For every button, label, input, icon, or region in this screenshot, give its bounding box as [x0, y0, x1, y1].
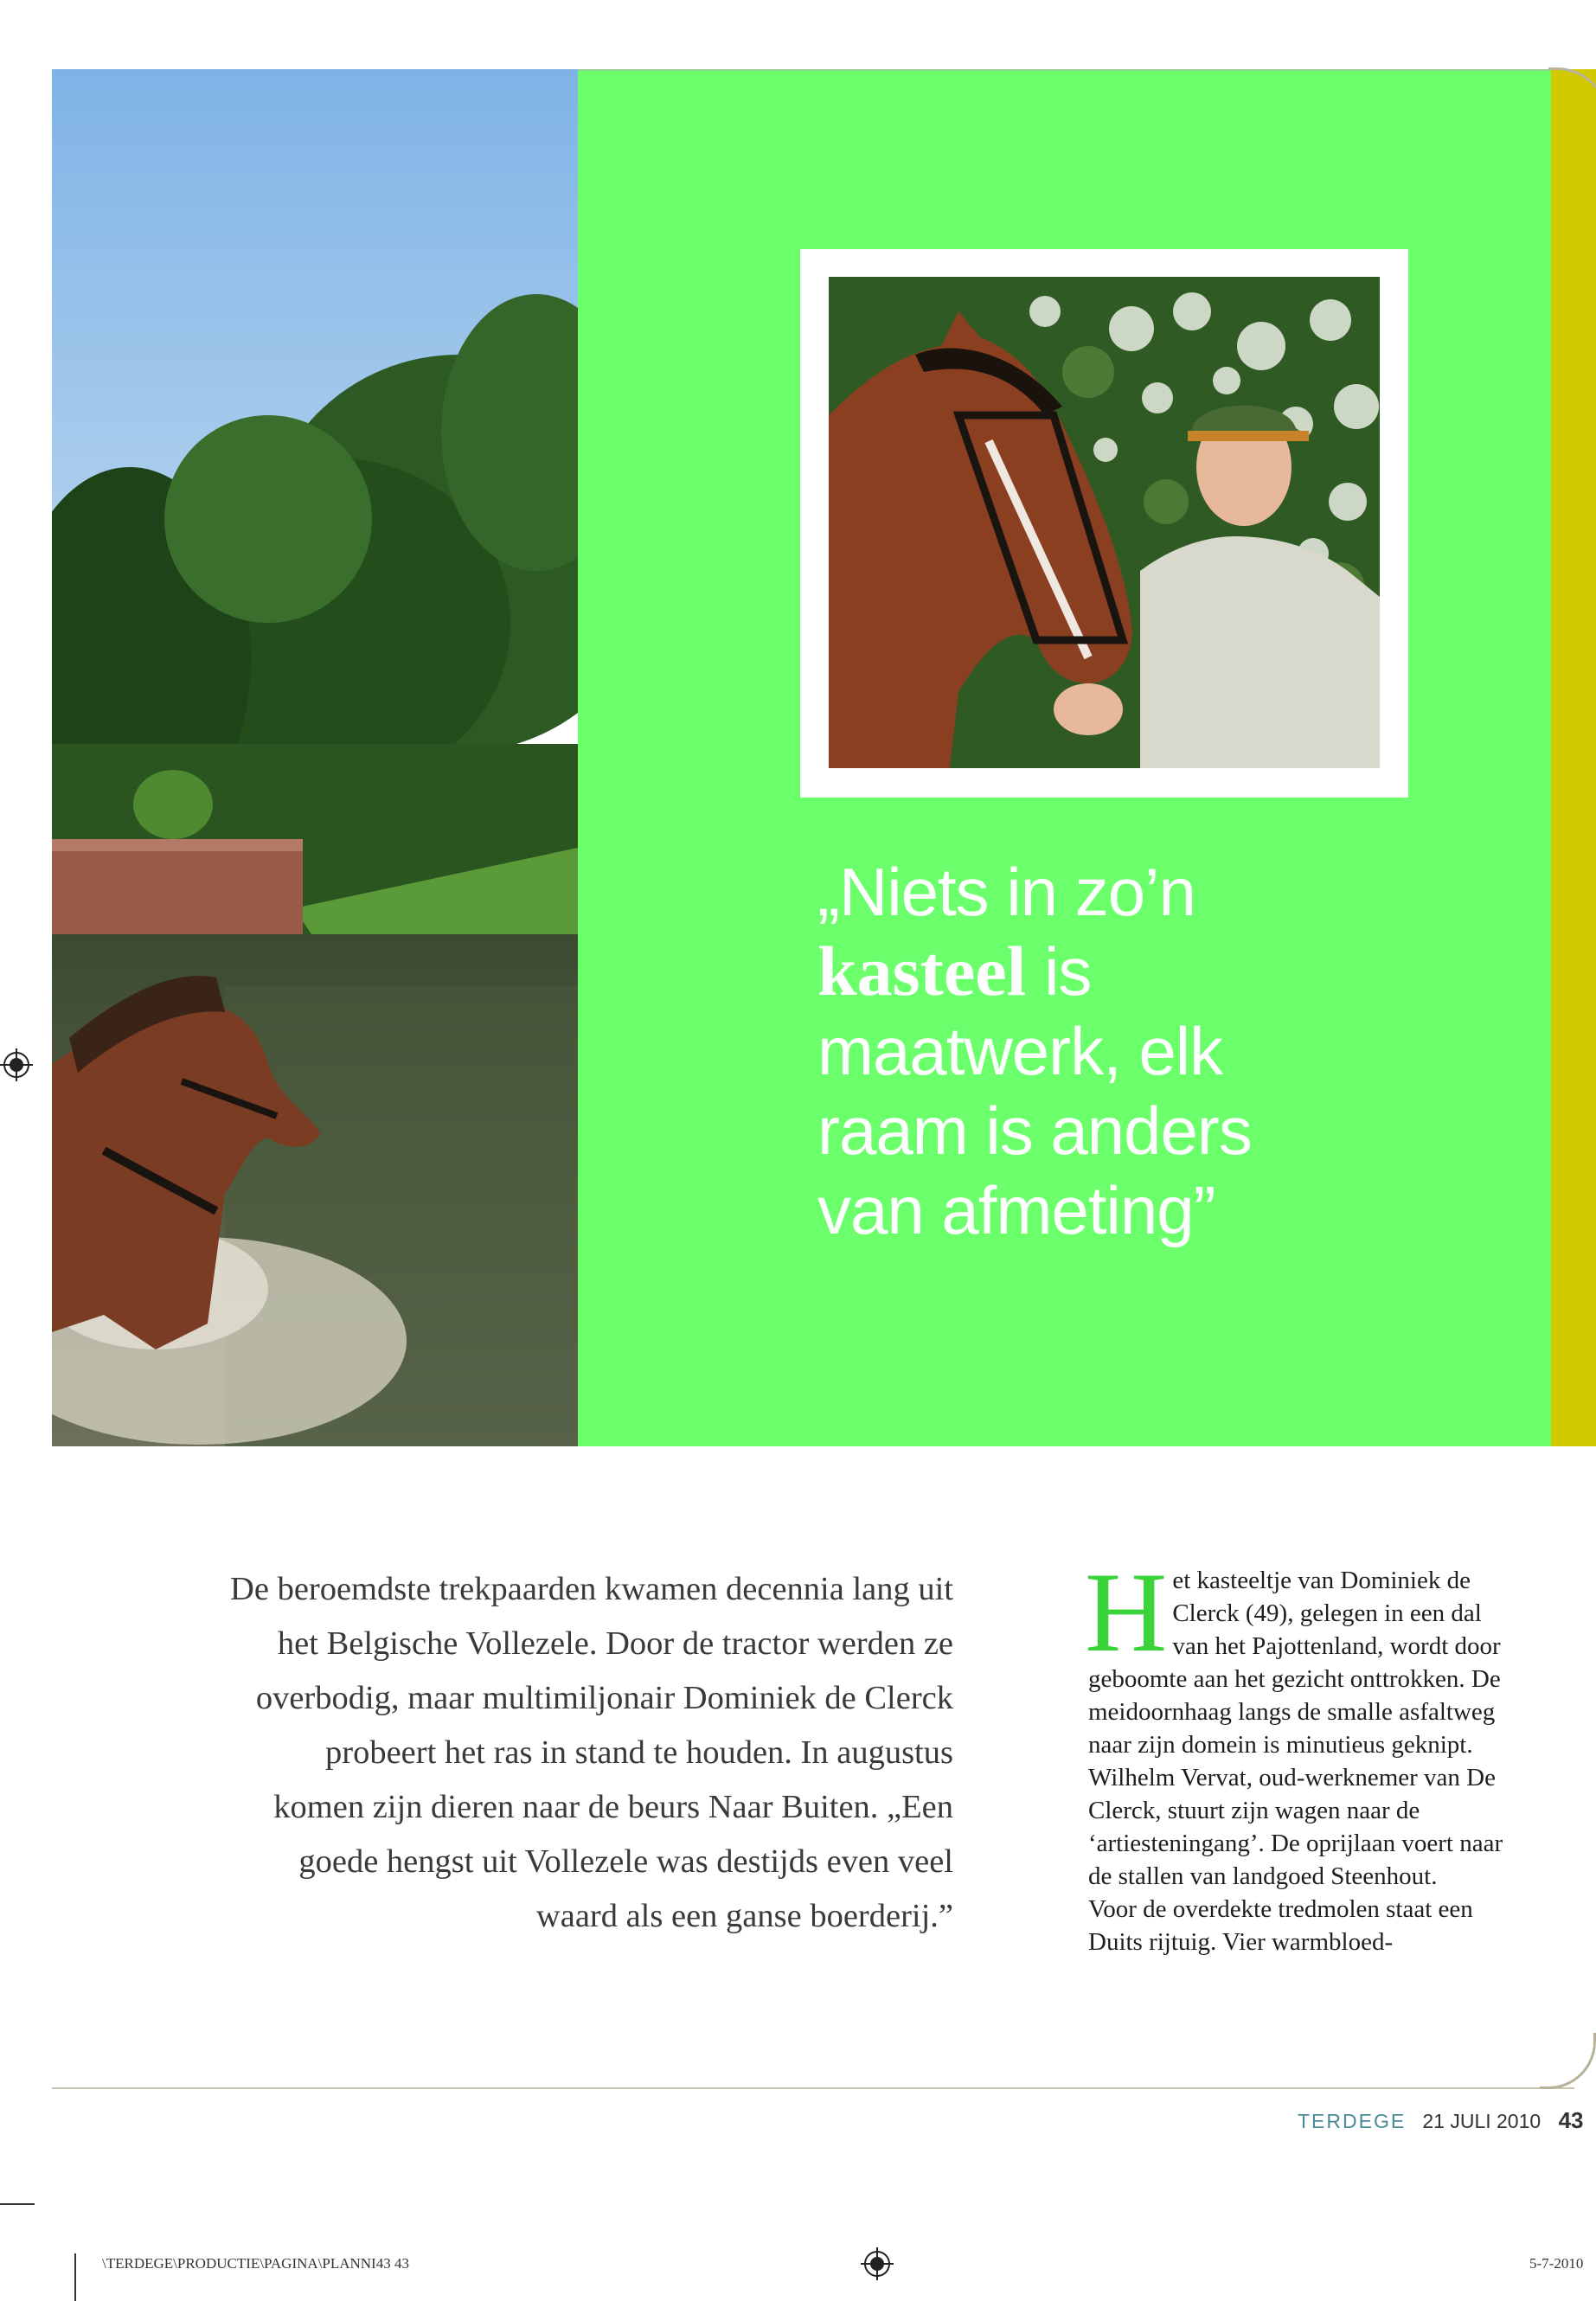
panel-top-rule [578, 69, 1551, 71]
hero-photo-horse-in-moat [52, 69, 578, 1446]
page-corner-arc-bottom [1540, 2033, 1596, 2089]
pull-quote-line-4: raam is anders [817, 1093, 1252, 1169]
crop-mark-left [0, 2203, 35, 2205]
registration-mark-icon [0, 1048, 33, 1081]
yellow-edge-strip [1551, 69, 1596, 1446]
crop-mark-bottom [74, 2253, 76, 2301]
pull-quote-line-3: maatwerk, elk [817, 1013, 1223, 1089]
drop-cap: H [1085, 1548, 1168, 1676]
pull-quote-line-5: van afmeting” [817, 1172, 1215, 1248]
pull-quote-line-2 [817, 932, 1302, 1011]
magazine-brand: TERDEGE [1298, 2110, 1407, 2132]
footer-rule [52, 2087, 1574, 2089]
folio [1298, 2107, 1596, 2134]
pull-quote-line-1: „Niets in zo’n [817, 854, 1195, 930]
pull-quote [817, 852, 1302, 1250]
registration-mark-bottom-icon [861, 2247, 894, 2280]
page-number: 43 [1558, 2107, 1584, 2133]
body-paragraph-1: et kasteeltje van Dominiek de Clerck (49), gelegen in een dal van het Pajottenland, wordt door geboomte aan het gezicht onttrokken. De meidoornhaag langs de smalle asfaltweg naar zijn domein is minutieus geknipt. Wilhelm Vervat, oud-werknemer van De Clerck, stuurt zijn wagen naar de ‘artiesteningang’. De oprijlaan voert naar de stallen van landgoed Steenhout. [1088, 1567, 1503, 1890]
body-paragraph-2: Voor de overdekte tredmolen staat een Duits rijtuig. Vier warmbloed- [1088, 1895, 1473, 1956]
inset-photo-man-with-horse [829, 277, 1380, 768]
pull-quote-bold-word: kasteel [817, 932, 1027, 1010]
print-slug-path: \TERDEGE\PRODUCTIE\PAGINA\PLANNI43 43 [102, 2255, 409, 2272]
article-body-column [1085, 1548, 1503, 1958]
issue-date: 21 JULI 2010 [1422, 2110, 1542, 2132]
intro-paragraph: De beroemdste trekpaarden kwamen decennia lang uit het Belgische Vollezele. Door de tractor werden ze overbodig, maar multimiljonair Dominiek de Clerck probeert het ras in stand te houden. In augustus komen zijn dieren naar de beurs Naar Buiten. „Een goede hengst uit Vollezele was destijds even veel waard als een ganse boerderij.” [230, 1571, 953, 1934]
pull-quote-line-2-rest: is [1044, 933, 1092, 1009]
print-slug-date: 5-7-2010 [1529, 2255, 1584, 2272]
